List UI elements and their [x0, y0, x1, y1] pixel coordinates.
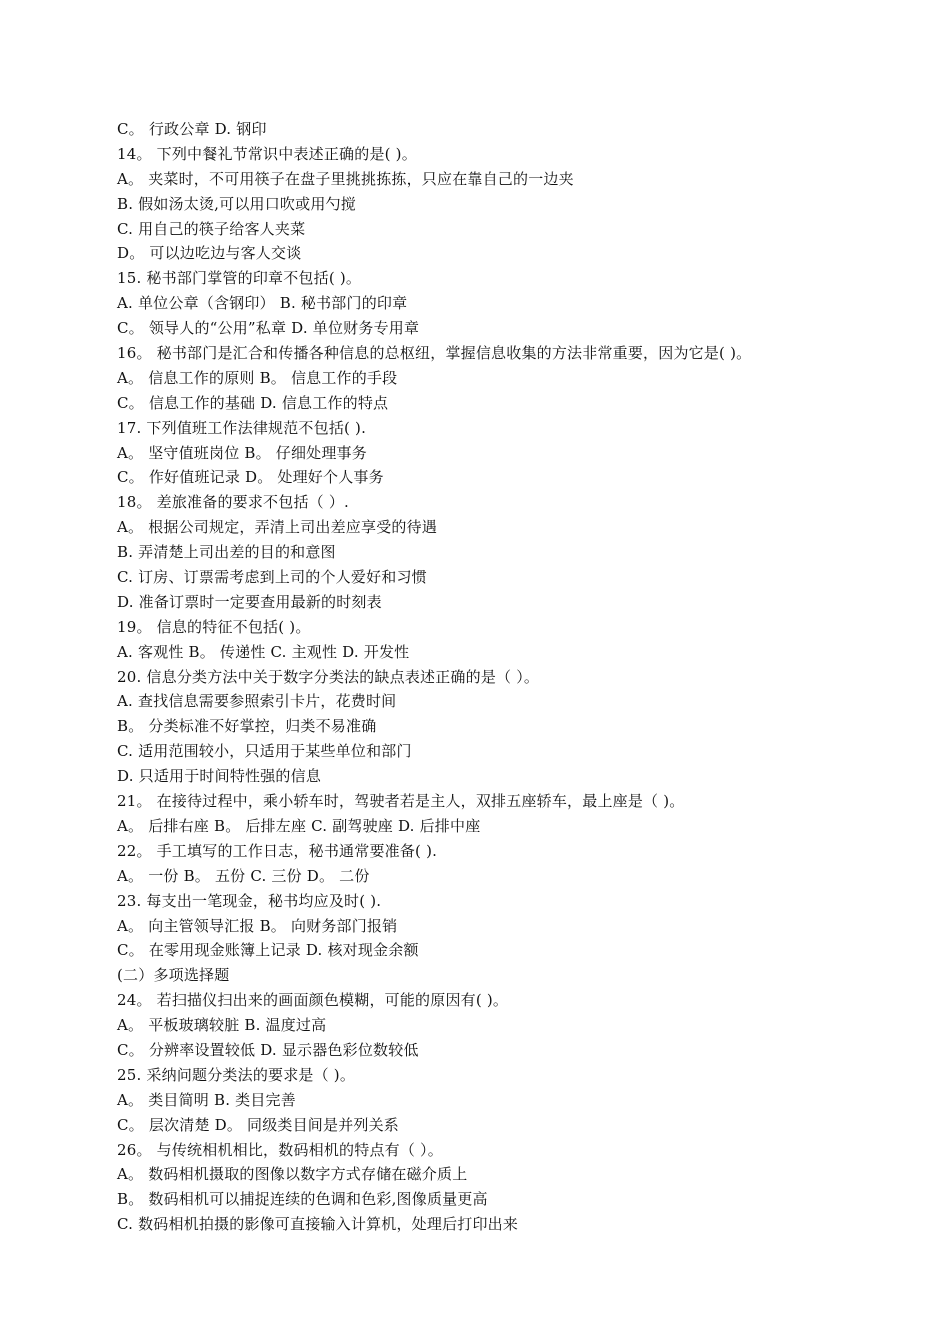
- question-23: 23. 每支出一笔现金，秘书均应及时( ).: [117, 891, 382, 910]
- question-22: 22。 手工填写的工作日志，秘书通常要准备( ).: [117, 841, 438, 860]
- option-line: C。 领导人的“公用”私章 D. 单位财务专用章: [117, 319, 420, 338]
- question-14: 14。 下列中餐礼节常识中表述正确的是( )。: [117, 144, 417, 163]
- option-line: A。 夹菜时，不可用筷子在盘子里挑挑拣拣，只应在靠自己的一边夹: [117, 169, 574, 188]
- option-line: D. 准备订票时一定要查用最新的时刻表: [117, 592, 382, 611]
- option-line: B。 数码相机可以捕捉连续的色调和色彩,图像质量更高: [117, 1190, 488, 1209]
- option-line: A。 后排右座 B。 后排左座 C. 副驾驶座 D. 后排中座: [117, 816, 481, 835]
- option-line: C。 作好值班记录 D。 处理好个人事务: [117, 468, 384, 487]
- option-line: C。 信息工作的基础 D. 信息工作的特点: [117, 393, 389, 412]
- option-line: A. 查找信息需要参照索引卡片，花费时间: [117, 692, 397, 711]
- question-19: 19。 信息的特征不包括( )。: [117, 617, 311, 636]
- option-line: A。 平板玻璃较脏 B. 温度过高: [117, 1016, 327, 1035]
- option-line: A。 坚守值班岗位 B。 仔细处理事务: [117, 443, 367, 462]
- option-line: C. 适用范围较小，只适用于某些单位和部门: [117, 742, 412, 761]
- option-line: D。 可以边吃边与客人交谈: [117, 244, 302, 263]
- section-heading: (二）多项选择题: [117, 966, 230, 985]
- question-24: 24。 若扫描仪扫出来的画面颜色模糊，可能的原因有( )。: [117, 991, 509, 1010]
- question-16: 16。 秘书部门是汇合和传播各种信息的总枢纽，掌握信息收集的方法非常重要，因为它是( )。: [117, 344, 752, 363]
- option-line: B. 弄清楚上司出差的目的和意图: [117, 543, 336, 562]
- question-17: 17. 下列值班工作法律规范不包括( ).: [117, 418, 367, 437]
- option-line: A。 向主管领导汇报 B。 向财务部门报销: [117, 916, 398, 935]
- option-line: A. 客观性 B。 传递性 C. 主观性 D. 开发性: [117, 642, 410, 661]
- question-25: 25. 采纳问题分类法的要求是（ )。: [117, 1065, 356, 1084]
- question-20: 20. 信息分类方法中关于数字分类法的缺点表述正确的是（ ）。: [117, 667, 540, 686]
- question-15: 15. 秘书部门掌管的印章不包括( )。: [117, 269, 362, 288]
- option-line: A。 根据公司规定，弄清上司出差应享受的待遇: [117, 518, 438, 537]
- text-line: C。 行政公章 D. 钢印: [117, 120, 267, 138]
- option-line: C. 用自己的筷子给客人夹菜: [117, 219, 306, 238]
- question-21: 21。 在接待过程中，乘小轿车时，驾驶者若是主人，双排五座轿车，最上座是（ )。: [117, 792, 685, 811]
- option-line: B。 分类标准不好掌控，归类不易准确: [117, 717, 377, 736]
- option-line: C。 层次清楚 D。 同级类目间是并列关系: [117, 1115, 400, 1134]
- option-line: B. 假如汤太烫,可以用口吹或用勺搅: [117, 194, 356, 213]
- question-18: 18。 差旅准备的要求不包括（ ）.: [117, 493, 349, 512]
- option-line: A. 单位公章（含钢印） B. 秘书部门的印章: [117, 294, 408, 313]
- option-line: C. 数码相机拍摄的影像可直接输入计算机，处理后打印出来: [117, 1215, 519, 1234]
- option-line: A。 类目简明 B. 类目完善: [117, 1090, 296, 1109]
- option-line: C. 订房、订票需考虑到上司的个人爱好和习惯: [117, 568, 427, 587]
- document-page: [117, 117, 897, 1237]
- option-line: A。 数码相机摄取的图像以数字方式存储在磁介质上: [117, 1165, 468, 1184]
- option-line: C。 分辨率设置较低 D. 显示器色彩位数较低: [117, 1040, 419, 1059]
- option-line: A。 一份 B。 五份 C. 三份 D。 二份: [117, 866, 370, 885]
- option-line: A。 信息工作的原则 B。 信息工作的手段: [117, 368, 398, 387]
- option-line: D. 只适用于时间特性强的信息: [117, 767, 322, 786]
- question-26: 26。 与传统相机相比，数码相机的特点有（ ）。: [117, 1140, 443, 1159]
- option-line: C。 在零用现金账簿上记录 D. 核对现金余额: [117, 941, 419, 960]
